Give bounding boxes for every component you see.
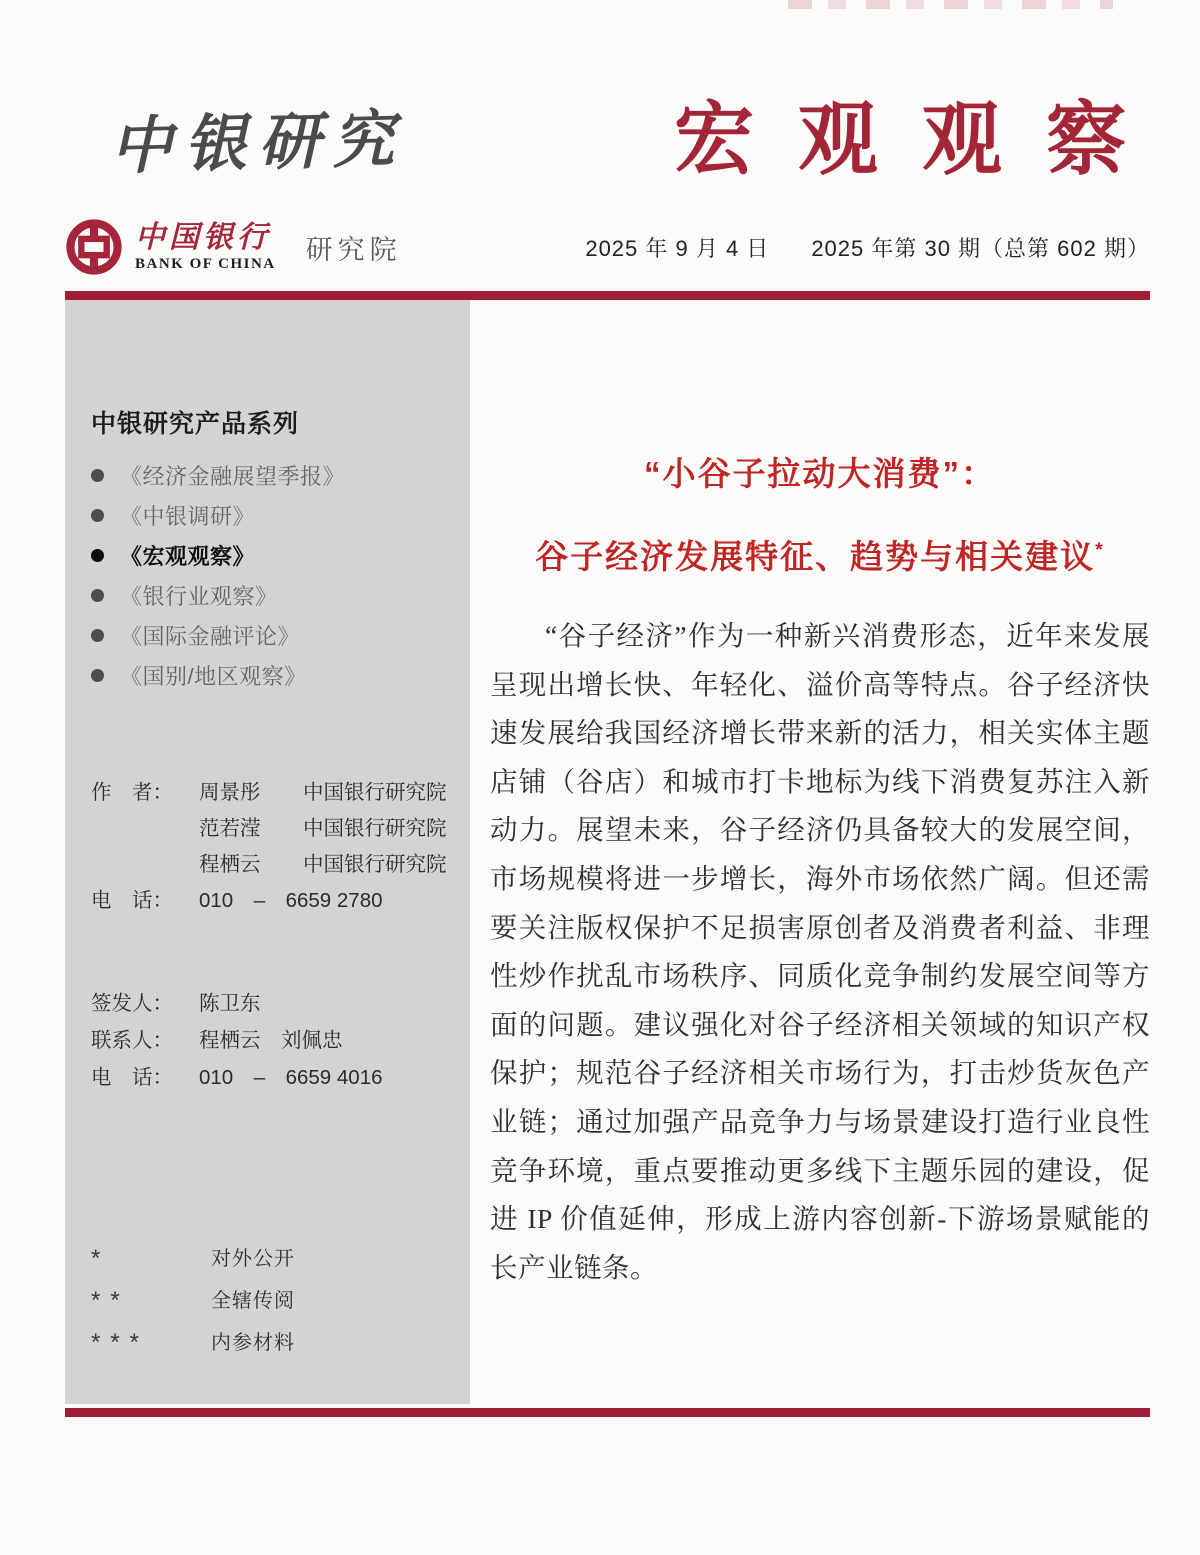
research-institute-label: 研究院 (305, 234, 402, 265)
article-column (490, 300, 1150, 1404)
author-phone-row: 电 话： 010 – 6659 2780 (91, 883, 450, 919)
bullet-icon (91, 669, 104, 682)
issuer-row: 签发人： 陈卫东 (91, 985, 450, 1022)
bank-of-china-logo (65, 218, 402, 276)
series-list-title: 中银研究产品系列 (91, 410, 300, 438)
author-row: 范若滢 中国银行研究院 (199, 817, 447, 840)
cropped-header-text-fragment (788, 0, 1113, 9)
series-item-country-region-observation: 《国别/地区观察》 (91, 664, 450, 687)
article-title-line1: “小谷子拉动大消费”： (644, 455, 996, 492)
publisher-row (65, 216, 1150, 278)
bullet-icon (91, 589, 104, 602)
contact-phone-row: 电 话： 010 – 6659 4016 (91, 1059, 450, 1096)
bullet-icon (91, 629, 104, 642)
series-item-intl-finance-review: 《国际金融评论》 (91, 624, 450, 647)
bottom-rule (65, 1408, 1150, 1417)
issuer-name: 陈卫东 (199, 992, 261, 1015)
boc-coin-emblem-icon (65, 218, 123, 276)
bullet-icon (91, 549, 104, 562)
footnote-internal-reference: *** 内参材料 (91, 1329, 295, 1356)
top-rule (65, 291, 1150, 300)
footnote-internal-circulation: ** 全辖传阅 (91, 1287, 295, 1314)
footnote-marker: * (1095, 539, 1105, 561)
issue-info (585, 232, 1150, 263)
boc-chinese-name: 中国银行 (135, 219, 271, 255)
boc-english-name: BANK OF CHINA (135, 255, 276, 272)
series-item-boc-survey: 《中银调研》 (91, 504, 450, 527)
contact-phone: 010 – 6659 4016 (199, 1066, 383, 1089)
series-item-banking-observation: 《银行业观察》 (91, 584, 450, 607)
author-row: 程栖云 中国银行研究院 (199, 853, 447, 876)
article-abstract: “谷子经济”作为一种新兴消费形态，近年来发展呈现出增长快、年轻化、溢价高等特点。谷子经济快速发展给我国经济增长带来新的活力，相关实体主题店铺（谷店）和城市打卡地标为线下消费复苏注入新动力。展望未来，谷子经济仍具备较大的发展空间，市场规模将进一步增长，海外市场依然广阔。但还需要关注版权保护不足损害原创者及消费者利益、非理性炒作扰乱市场秩序、同质化竞争制约发展空间等方面的问题。建议强化对谷子经济相关领域的知识产权保护；规范谷子经济相关市场行为，打击炒货灰色产业链；通过加强产品竞争力与场景建设打造行业良性竞争环境，重点要推动更多线下主题乐园的建设，促进 IP 价值延伸，形成上游内容创新-下游场景赋能的长产业链条。 (490, 620, 1150, 1283)
series-list (91, 464, 450, 687)
bullet-icon (91, 509, 104, 522)
article-title-line2: 谷子经济发展特征、趋势与相关建议* (535, 538, 1105, 575)
publication-date: 2025 年 9 月 4 日 (585, 235, 770, 261)
footnote-public: * 对外公开 (91, 1245, 295, 1272)
author-phone: 010 – 6659 2780 (199, 889, 383, 912)
sidebar (65, 300, 470, 1404)
contact-names: 程栖云 刘佩忠 (199, 1029, 343, 1052)
issue-number: 2025 年第 30 期（总第 602 期） (811, 235, 1150, 261)
masthead (65, 0, 1170, 190)
boc-wordmark (135, 219, 276, 272)
series-item-economic-outlook-quarterly: 《经济金融展望季报》 (91, 464, 450, 487)
authors-block (91, 775, 450, 919)
contact-row: 联系人： 程栖云 刘佩忠 (91, 1022, 450, 1059)
bullet-icon (91, 469, 104, 482)
publication-title: 宏观观察 (674, 97, 1170, 185)
classification-legend (91, 1238, 450, 1364)
author-row: 作 者： 周景彤 中国银行研究院 (91, 781, 447, 804)
content-area (65, 300, 1150, 1404)
boc-research-calligraphy-logo: 中银研究 (109, 102, 408, 183)
signers-block (91, 985, 450, 1096)
series-item-macro-observation-current: 《宏观观察》 (91, 544, 450, 567)
